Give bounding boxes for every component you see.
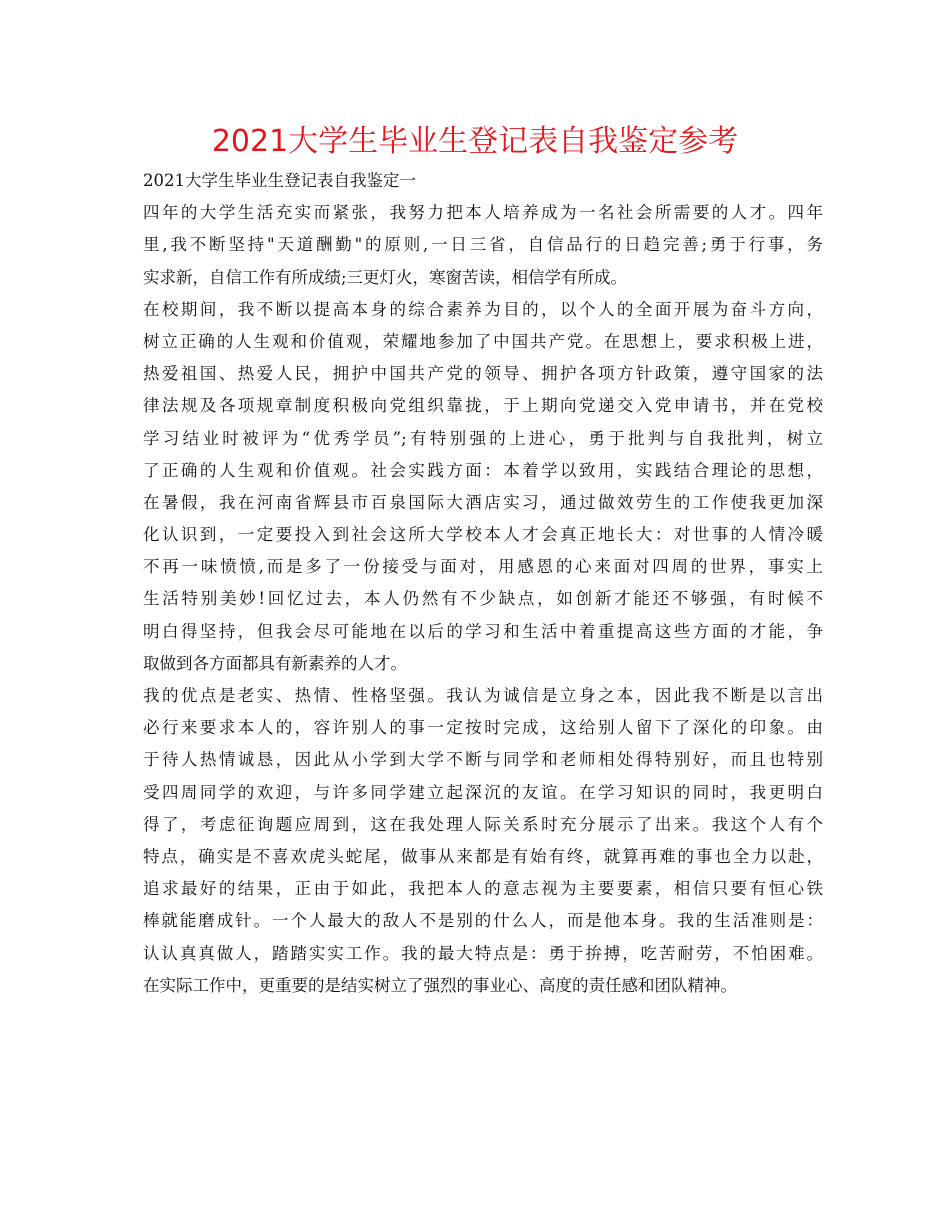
text-line: 特点，确实是不喜欢虎头蛇尾，做事从来都是有始有终，就算再难的事也全力以赴， xyxy=(143,846,823,866)
text-line: 追求最好的结果，正由于如此，我把本人的意志视为主要要素，相信只要有恒心铁 xyxy=(143,879,823,899)
text-line: 明白得坚持，但我会尽可能地在以后的学习和生活中着重提高这些方面的才能，争 xyxy=(143,621,823,641)
text-line: 棒就能磨成针。一个人最大的敌人不是别的什么人，而是他本身。我的生活准则是： xyxy=(143,911,823,931)
text-line: 在实际工作中，更重要的是结实树立了强烈的事业心、高度的责任感和团队精神。 xyxy=(143,975,737,995)
text-line: 在暑假，我在河南省辉县市百泉国际大酒店实习，通过做效劳生的工作使我更加深 xyxy=(143,492,823,512)
text-line: 生活特别美妙!回忆过去，本人仍然有不少缺点，如创新才能还不够强，有时候不 xyxy=(143,589,823,609)
text-line: 在校期间，我不断以提高本身的综合素养为目的，以个人的全面开展为奋斗方向， xyxy=(143,299,823,319)
text-line: 化认识到，一定要投入到社会这所大学校本人才会真正地长大：对世事的人情冷暖 xyxy=(143,525,823,545)
page-title: 2021大学生毕业生登记表自我鉴定参考 xyxy=(211,124,739,159)
text-line: 里,我不断坚持"天道酬勤"的原则,一日三省，自信品行的日趋完善;勇于行事，务 xyxy=(143,235,823,255)
text-line: 我的优点是老实、热情、性格坚强。我认为诚信是立身之本，因此我不断是以言出 xyxy=(143,686,823,705)
text-line: 不再一味愤愤,而是多了一份接受与面对，用感恩的心来面对四周的世界，事实上 xyxy=(143,557,823,577)
text-line: 律法规及各项规章制度积极向党组织靠拢，于上期向党递交入党申请书，并在党校 xyxy=(143,396,823,416)
text-line: 受四周同学的欢迎，与许多同学建立起深沉的友谊。在学习知识的同时，我更明白 xyxy=(143,782,823,802)
text-line: 了正确的人生观和价值观。社会实践方面：本着学以致用，实践结合理论的思想， xyxy=(143,460,823,480)
text-line: 2021大学生毕业生登记表自我鉴定一 xyxy=(143,171,416,190)
document-body xyxy=(143,165,823,1002)
text-line: 热爱祖国、热爱人民，拥护中国共产党的领导、拥护各项方针政策，遵守国家的法 xyxy=(143,364,823,384)
text-line: 学习结业时被评为“优秀学员”;有特别强的上进心，勇于批判与自我批判，树立 xyxy=(143,428,823,448)
text-line: 必行来要求本人的，容许别人的事一定按时完成，这给别人留下了深化的印象。由 xyxy=(143,718,823,738)
text-line: 认认真真做人，踏踏实实工作。我的最大特点是：勇于拚搏，吃苦耐劳，不怕困难。 xyxy=(143,943,823,963)
text-line: 于待人热情诚恳，因此从小学到大学不断与同学和老师相处得特别好，而且也特别 xyxy=(143,750,823,770)
text-line: 取做到各方面都具有新素养的人才。 xyxy=(143,653,407,673)
text-line: 得了，考虑征询题应周到，这在我处理人际关系时充分展示了出来。我这个人有个 xyxy=(143,814,823,834)
text-line: 树立正确的人生观和价值观，荣耀地参加了中国共产党。在思想上，要求积极上进， xyxy=(143,331,823,351)
text-line: 四年的大学生活充实而紧张，我努力把本人培养成为一名社会所需要的人才。四年 xyxy=(143,203,823,223)
text-line: 实求新，自信工作有所成绩;三更灯火，寒窗苦读，相信学有所成。 xyxy=(143,267,628,287)
